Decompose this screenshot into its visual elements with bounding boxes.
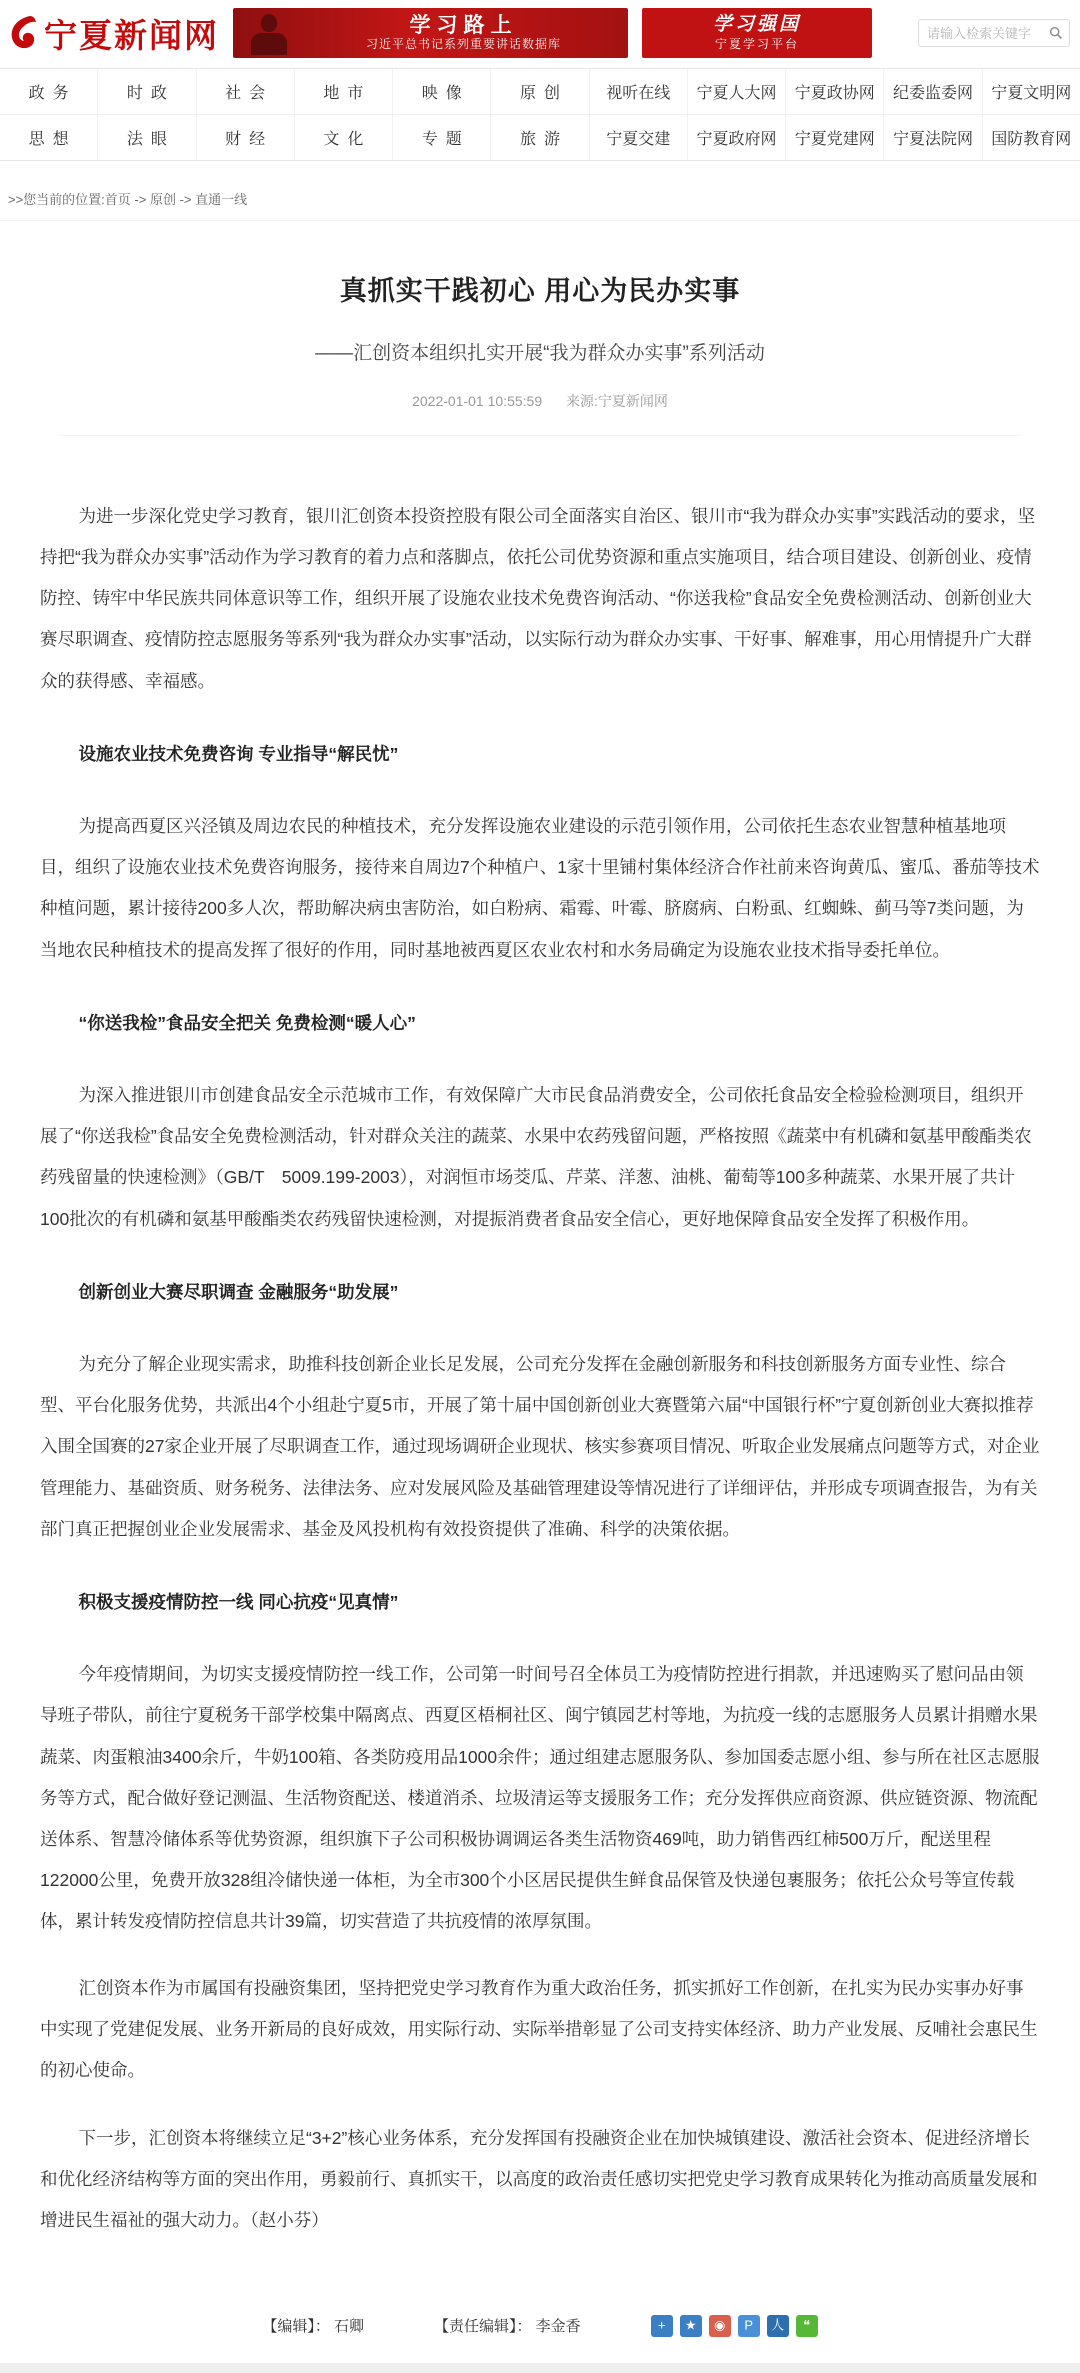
article-paragraph: 为深入推进银川市创建食品安全示范城市工作，有效保障广大市民食品消费安全，公司依托食品安全检验检测项目，组织开展了“你送我检”食品安全免费检测活动，针对群众关注的蔬菜、水果中农药残留问题，严格按照《蔬菜中有机磷和氨基甲酸酯类农药残留量的快速检测》（GB/T 5009.199-2003），对润恒市场茭瓜、芹菜、洋葱、油桃、葡萄等100多种蔬菜、水果开展了共计100批次的有机磷和氨基甲酸酯类农药残留快速检测，对提振消费者食品安全信心，更好地保障食品安全发挥了积极作用。 (40, 1085, 1032, 1229)
main-nav (0, 68, 1080, 161)
search-box (918, 19, 1070, 47)
nav-item[interactable]: 原创 (491, 69, 589, 114)
nav-row-2 (0, 115, 1080, 160)
article-subtitle: ——汇创资本组织扎实开展“我为群众办实事”系列活动 (315, 343, 765, 364)
sina-weibo-icon[interactable]: ◉ (709, 2315, 731, 2337)
banner2-subtitle: 宁夏学习平台 (714, 37, 799, 52)
tencent-weibo-icon[interactable]: P (738, 2315, 760, 2337)
wechat-icon[interactable]: ❝ (796, 2315, 818, 2337)
banner-xuexi-lushang[interactable] (233, 8, 628, 58)
banner1-subtitle: 习近平总书记系列重要讲话数据库 (365, 37, 561, 52)
nav-item[interactable]: 视听在线 (590, 69, 688, 114)
nav-item[interactable]: 财经 (197, 115, 295, 160)
site-logo[interactable] (6, 10, 219, 57)
nav-item[interactable]: 宁夏法院网 (884, 115, 982, 160)
nav-item[interactable]: 宁夏文明网 (991, 85, 1072, 102)
banner-xuexi-qiangguo[interactable] (642, 8, 872, 58)
article-paragraph: 为提高西夏区兴泾镇及周边农民的种植技术，充分发挥设施农业建设的示范引领作用，公司依托生态农业智慧种植基地项目，组织了设施农业技术免费咨询服务，接待来自周边7个种植户、1家十里铺村集体经济合作社前来咨询黄瓜、蜜瓜、番茄等技术种植问题，累计接待200多人次，帮助解决病虫害防治，如白粉病、霜霉、叶霉、脐腐病、白粉虱、红蜘蛛、蓟马等7类问题，为当地农民种植技术的提高发挥了很好的作用，同时基地被西夏区农业农村和水务局确定为设施农业技术指导委托单位。 (40, 816, 1040, 960)
article-header (0, 221, 1080, 436)
nav-item[interactable]: 宁夏党建网 (786, 115, 884, 160)
chief-editor-credit: 【责任编辑】： 李金香 (434, 2318, 581, 2336)
breadcrumb-link-home[interactable]: 首页 (104, 192, 131, 207)
nav-item[interactable]: 映像 (393, 69, 491, 114)
banner2-title: 学习强国 (712, 14, 801, 36)
nav-item[interactable]: 旅游 (491, 115, 589, 160)
logo-flame-icon (6, 13, 40, 53)
article-source: 来源:宁夏新闻网 (566, 393, 668, 409)
nav-item[interactable]: 宁夏交建 (590, 115, 688, 160)
search-icon[interactable] (1049, 26, 1063, 40)
article-meta (60, 391, 1020, 436)
nav-item[interactable]: 思想 (0, 115, 98, 160)
section-heading: 设施农业技术免费咨询 专业指导“解民忧” (78, 743, 399, 764)
article-paragraph: 为进一步深化党史学习教育，银川汇创资本投资控股有限公司全面落实自治区、银川市“我为群众办实事”实践活动的要求，坚持把“我为群众办实事”活动作为学习教育的着力点和落脚点，依托公司优势资源和重点实施项目，结合项目建设、创新创业、疫情防控、铸牢中华民族共同体意识等工作，组织开展了设施农业技术免费咨询活动、“你送我检”食品安全免费检测活动、创新创业大赛尽职调查、疫情防控志愿服务等系列“我为群众办实事”活动，以实际行动为群众办实事、干好事、解难事，用心用情提升广大群众的获得感、幸福感。 (40, 506, 1036, 691)
article-paragraph: 汇创资本作为市属国有投融资集团，坚持把党史学习教育作为重大政治任务，抓实抓好工作创新，在扎实为民办实事办好事中实现了党建促发展、业务开新局的良好成效，用实际行动、实际举措彰显了公司支持实体经济、助力产业发展、反哺社会惠民生的初心使命。 (40, 1978, 1038, 2081)
section-heading: 积极支援疫情防控一线 同心抗疫“见真情” (78, 1591, 399, 1612)
article-paragraph: 为充分了解企业现实需求，助推科技创新企业长足发展，公司充分发挥在金融创新服务和科技创新服务方面专业性、综合型、平台化服务优势，共派出4个小组赴宁夏5市，开展了第十届中国创新创业大赛暨第六届“中国银行杯”宁夏创新创业大赛拟推荐入围全国赛的27家企业开展了尽职调查工作，通过现场调研企业现状、核实参赛项目情况、听取企业发展痛点问题等方式，对企业管理能力、基础资质、财务税务、法律法务、应对发展风险及基础管理建设等情况进行了详细评估，并形成专项调查报告，为有关部门真正把握创业企业发展需求、基金及风投机构有效投资提供了准确、科学的决策依据。 (40, 1354, 1040, 1539)
nav-item[interactable]: 法眼 (98, 115, 196, 160)
article-date: 2022-01-01 10:55:59 (412, 393, 543, 409)
share-icons (651, 2315, 818, 2337)
section-heading: 创新创业大赛尽职调查 金融服务“助发展” (78, 1281, 399, 1302)
renren-icon[interactable]: 人 (767, 2315, 789, 2337)
breadcrumb: >>您当前的位置:首页 -> 原创 -> 直通一线 (0, 161, 1080, 221)
nav-item[interactable]: 宁夏政府网 (688, 115, 786, 160)
nav-item[interactable]: 宁夏人大网 (688, 69, 786, 114)
nav-item[interactable]: 纪委监委网 (884, 69, 982, 114)
search-input[interactable] (927, 26, 1049, 41)
nav-item[interactable]: 地市 (295, 69, 393, 114)
nav-item[interactable]: 国防教育网 (991, 131, 1072, 148)
breadcrumb-label: >>您当前的位置: (8, 192, 105, 207)
editor-credit: 【编辑】： 石卿 (262, 2318, 364, 2336)
breadcrumb-link-original[interactable]: 原创 (149, 192, 176, 207)
speaker-photo (247, 14, 291, 58)
section-heading: “你送我检”食品安全把关 免费检测“暖人心” (78, 1012, 416, 1033)
logo-text: 宁夏新闻网 (44, 18, 219, 55)
nav-item[interactable]: 文化 (295, 115, 393, 160)
site-header (0, 0, 1080, 64)
nav-row-1 (0, 69, 1080, 115)
nav-item[interactable]: 专题 (393, 115, 491, 160)
qzone-icon[interactable]: ★ (680, 2315, 702, 2337)
article-paragraph: 今年疫情期间，为切实支援疫情防控一线工作，公司第一时间号召全体员工为疫情防控进行捐款，并迅速购买了慰问品由领导班子带队，前往宁夏税务干部学校集中隔离点、西夏区梧桐社区、闽宁镇园艺村等地，为抗疫一线的志愿服务人员累计捐赠水果蔬菜、肉蛋粮油3400余斤，牛奶100箱、各类防疫用品1000余件；通过组建志愿服务队、参加国委志愿小组、参与所在社区志愿服务等方式，配合做好登记测温、生活物资配送、楼道消杀、垃圾清运等支援服务工作；充分发挥供应商资源、供应链资源、物流配送体系、智慧冷储体系等优势资源，组织旗下子公司积极协调调运各类生活物资469吨，助力销售西红柿500万斤，配送里程122000公里，免费开放328组冷储快递一体柜，为全市300个小区居民提供生鲜食品保管及快递包裹服务；依托公众号等宣传载体，累计转发疫情防控信息共计39篇，切实营造了共抗疫情的浓厚氛围。 (40, 1664, 1040, 1931)
editor-row (0, 2297, 1080, 2363)
nav-item[interactable]: 宁夏政协网 (786, 69, 884, 114)
nav-item[interactable]: 社会 (197, 69, 295, 114)
article-paragraph: 下一步，汇创资本将继续立足“3+2”核心业务体系，充分发挥国有投融资企业在加快城镇建设、激活社会资本、促进经济增长和优化经济结构等方面的突出作用，勇毅前行、真抓实干，以高度的政治责任感切实把党史学习教育成果转化为推动高质量发展和增进民生福祉的强大动力。（赵小芬） (40, 2127, 1038, 2230)
article-body (0, 436, 1080, 2297)
breadcrumb-link-channel[interactable]: 直通一线 (195, 192, 248, 207)
banner1-title: 学习路上 (409, 14, 518, 38)
nav-item[interactable]: 时政 (98, 69, 196, 114)
share-plus-icon[interactable]: + (651, 2315, 673, 2337)
bottom-bar (0, 2363, 1080, 2373)
article-title: 真抓实干践初心 用心为民办实事 (339, 276, 741, 306)
nav-item[interactable]: 政务 (0, 69, 98, 114)
